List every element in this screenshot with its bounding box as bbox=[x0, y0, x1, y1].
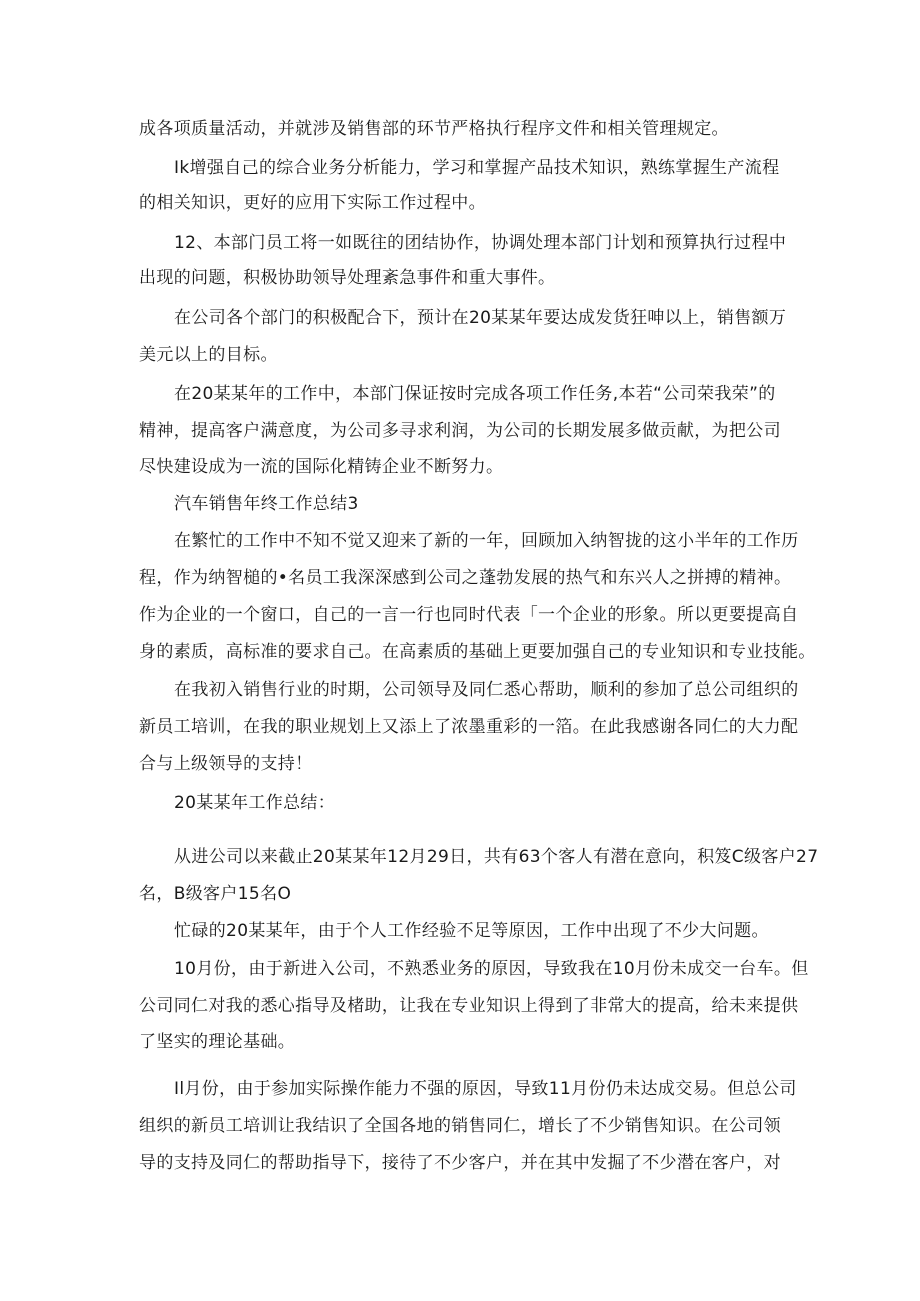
text-line: 公司同仁对我的悉心指导及楮助，让我在专业知识上得到了非常大的提高，给未来提供 bbox=[139, 996, 799, 1016]
text-line: 名，B级客户15名O bbox=[139, 884, 292, 904]
text-line: Il月份，由于参加实际操作能力不强的原因，导致11月份仍未达成交易。但总公司 bbox=[174, 1079, 797, 1099]
text-line: 了坚实的理论基础。 bbox=[139, 1032, 296, 1052]
text-line: 新员工培训，在我的职业规划上又添上了浓墨重彩的一箔。在此我感谢各同仁的大力配 bbox=[139, 717, 799, 737]
text-line: 忙碌的20某某年，由于个人工作经验不足等原因，工作中出现了不少大问题。 bbox=[174, 921, 769, 941]
text-line: 12、本部门员工将一如既往的团结协作，协调处理本部门计划和预算执行过程中 bbox=[174, 233, 787, 253]
text-line: Ik增强自己的综合业务分析能力，学习和掌握产品技术知识，熟练掌握生产流程 bbox=[174, 158, 780, 178]
text-line: 身的素质，高标准的要求自己。在高素质的基础上更要加强自己的专业知识和专业技能。 bbox=[139, 642, 816, 662]
text-line: 程，作为纳智槌的•名员工我深深感到公司之蓬勃发展的热气和东兴人之拼搏的精神。 bbox=[139, 568, 792, 588]
text-line: 尽快建设成为一流的国际化精铸企业不断努力。 bbox=[139, 457, 504, 477]
text-line: 在公司各个部门的积极配合下，预计在20某某年要达成发货狂呻以上，销售额万 bbox=[174, 308, 787, 328]
text-line: 出现的问题，积极协助领导处理紊急事件和重大事件。 bbox=[139, 268, 556, 288]
text-line: 在20某某年的工作中，本部门保证按时完成各项工作任务,本若“公司荣我荣”的 bbox=[174, 384, 776, 404]
text-line: 美元以上的目标。 bbox=[139, 345, 278, 365]
section-heading: 20某某年工作总结： bbox=[174, 793, 336, 813]
section-heading: 汽车销售年终工作总结3 bbox=[174, 494, 359, 514]
text-line: 组织的新员工培训让我结识了全国各地的销售同仁，增长了不少销售知识。在公司领 bbox=[139, 1116, 781, 1136]
text-line: 在繁忙的工作中不知不觉又迎来了新的一年，回顾加入纳智拢的这小半年的工作历 bbox=[174, 531, 799, 551]
text-line: 导的支持及同仁的帮助指导下，接待了不少客户，并在其中发掘了不少潜在客户，对 bbox=[139, 1153, 781, 1173]
text-line: 作为企业的一个窗口，自己的一言一行也同时代表「一个企业的形象。所以更要提高自 bbox=[139, 605, 799, 625]
text-line: 从进公司以来截止20某某年12月29日，共有63个客人有潜在意向，积笈C级客户27 bbox=[174, 847, 819, 867]
text-line: 10月份，由于新进入公司，不熟悉业务的原因，导致我在10月份未成交一台车。但 bbox=[174, 959, 809, 979]
text-line: 在我初入销售行业的时期，公司领导及同仁悉心帮助，顺利的参加了总公司组织的 bbox=[174, 680, 799, 700]
text-line: 合与上级领导的支持！ bbox=[139, 754, 313, 774]
text-line: 的相关知识，更好的应用下实际工作过程中。 bbox=[139, 193, 486, 213]
text-line: 成各项质量活动，并就涉及销售部的环节严格执行程序文件和相关管理规定。 bbox=[139, 119, 729, 139]
text-line: 精神，提高客户满意度，为公司多寻求利润，为公司的长期发展多做贡献，为把公司 bbox=[139, 421, 781, 441]
